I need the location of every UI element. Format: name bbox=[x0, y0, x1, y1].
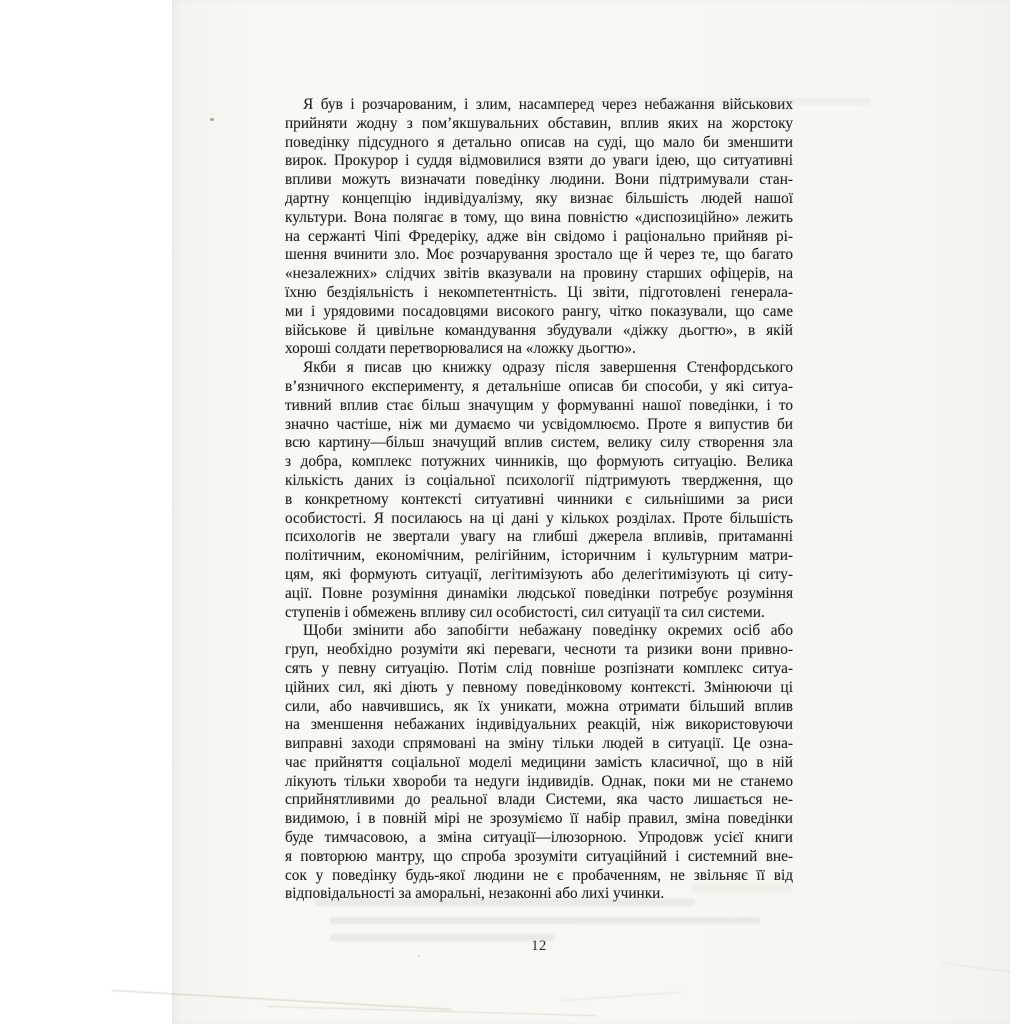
bleed-through-ghost bbox=[692, 884, 792, 892]
text-line: Я був і розчарованим, і злим, насамперед через небажання військових bbox=[303, 96, 793, 113]
scan-speck bbox=[210, 118, 214, 121]
paper-crease bbox=[562, 992, 682, 1001]
text-line: Щоби змінити або запобігти небажану поведінку окремих осіб або bbox=[303, 622, 793, 640]
paragraph bbox=[285, 96, 793, 359]
text-line: особистості. Я посилаюсь на ці дані у кількох розділах. Проте більшість bbox=[285, 509, 793, 527]
text-line: лікують тільки хвороби та недуги індивидів. Однак, поки ми не станемо bbox=[285, 772, 793, 790]
text-line: Якби я писав цю книжку одразу після завершення Стенфордського bbox=[303, 359, 793, 377]
scan-speck bbox=[418, 955, 420, 957]
text-line: ступенів і обмежень впливу сил особистості, сил ситуації та сил системи. bbox=[285, 603, 765, 621]
text-line: чає прийняття соціальної моделі медицини замість класичної, що в ній bbox=[285, 753, 793, 771]
text-line: цям, які формують ситуації, легітимізують або делегітимізують ці ситу- bbox=[285, 565, 793, 583]
text-line: на зменшення небажаних індивідуальних реакцій, ніж використовуючи bbox=[285, 716, 793, 734]
text-line: поведінку підсудного я детально описав на суді, що мало би зменшити bbox=[285, 133, 793, 151]
text-line: ми і урядовими посадовцями високого рангу, чітко показували, що саме bbox=[285, 302, 793, 320]
text-line: «незалежних» слідчих звітів вказували на провину старших офіцерів, на bbox=[285, 265, 793, 283]
text-line: кількість даних із соціальної психології підтримують твердження, що bbox=[285, 471, 793, 489]
text-line: груп, необхідно розуміти які переваги, чесноти та ризики вони привно- bbox=[285, 641, 793, 659]
text-line: психологів не звертали увагу на глибші джерела впливів, притаманні bbox=[285, 528, 793, 546]
text-line: в’язничного експерименту, я детальніше описав би способи, у які ситуа- bbox=[285, 377, 793, 395]
bleed-through-ghost bbox=[315, 899, 695, 906]
text-line: тивний вплив стає більш значущим у формуванні нашої поведінки, і то bbox=[285, 396, 793, 414]
text-line: ційних сил, які діють у певному поведінковому контексті. Змінюючи ці bbox=[285, 678, 793, 696]
text-line: сприйнятливими до реальної влади Системи, яка часто лишається не- bbox=[285, 791, 793, 809]
text-line: прийняти жодну з пом’якшувальних обставин, вплив яких на жорстоку bbox=[285, 114, 793, 132]
text-line: видимою, і в повній мірі не зрозуміємо її набір правил, зміна поведінки bbox=[285, 810, 793, 828]
paragraph bbox=[285, 359, 793, 622]
paper-crease bbox=[942, 962, 1011, 973]
text-line: відповідальності за аморальні, незаконні або лихі учинки. bbox=[285, 885, 665, 903]
text-line: культури. Вона полягає в тому, що вина повністю «диспозиційно» лежить bbox=[285, 208, 793, 226]
paragraph bbox=[285, 622, 793, 904]
scanned-book-page bbox=[172, 0, 1010, 1024]
text-line: впливи можуть визначати поведінку людини. Вони підтримували стан- bbox=[285, 171, 793, 189]
text-line: шення вчинити зло. Моє розчарування зростало ще й через те, що багато bbox=[285, 246, 793, 264]
text-line: сок у поведінку будь-якої людини не є пробаченням, не звільняє її від bbox=[285, 866, 793, 884]
text-line: дартну концепцію індивідуалізму, яку визнає більшість людей нашої bbox=[285, 189, 793, 207]
text-line: на сержанті Чіпі Фредеріку, адже він свідомо і раціонально прийняв рі- bbox=[285, 227, 793, 245]
bleed-through-ghost bbox=[570, 98, 870, 105]
text-line: сять у певну ситуацію. Потім слід повніше розпізнати комплекс ситуа- bbox=[285, 659, 793, 677]
body-text bbox=[285, 96, 793, 904]
text-line: політичним, економічним, релігійним, історичним і культурним матри- bbox=[285, 547, 793, 565]
text-line: військове й цивільне командування збудували «діжку дьогтю», в якій bbox=[285, 321, 793, 339]
text-line: ації. Повне розуміння динаміки людської поведінки потребує розуміння bbox=[285, 584, 793, 602]
text-line: буде тимчасовою, а зміна ситуації—ілюзорною. Упродовж усієї книги bbox=[285, 829, 793, 847]
text-line: я повторюю мантру, що спроба зрозуміти ситуаційний і системний вне- bbox=[285, 847, 793, 865]
text-line: всю картину—більш значущий вплив систем, велику силу створення зла bbox=[285, 434, 793, 452]
bleed-through-ghost bbox=[330, 917, 760, 924]
text-line: їхню бездіяльність і некомпетентність. Ці звіти, підготовлені генерала- bbox=[285, 283, 793, 301]
page-number: 12 bbox=[531, 938, 547, 954]
text-line: хороші солдати перетворювалися на «ложку дьогтю». bbox=[285, 340, 636, 358]
text-line: вирок. Прокурор і суддя відмовилися взяти до уваги ідею, що ситуативні bbox=[285, 152, 793, 170]
text-line: з добра, комплекс потужних чинників, що формують ситуацію. Велика bbox=[285, 453, 793, 471]
text-line: виправні заходи спрямовані на зміну тільки людей в ситуації. Це озна- bbox=[285, 735, 793, 753]
bleed-through-ghost bbox=[330, 934, 555, 941]
text-line: значно частіше, ніж ми думаємо чи усвідомлюємо. Проте я випустив би bbox=[285, 415, 793, 433]
text-line: сили, або навчившись, як їх уникати, можна отримати більший вплив bbox=[285, 697, 793, 715]
text-line: в конкретному контексті ситуативні чинники є сильнішими за риси bbox=[285, 490, 793, 508]
